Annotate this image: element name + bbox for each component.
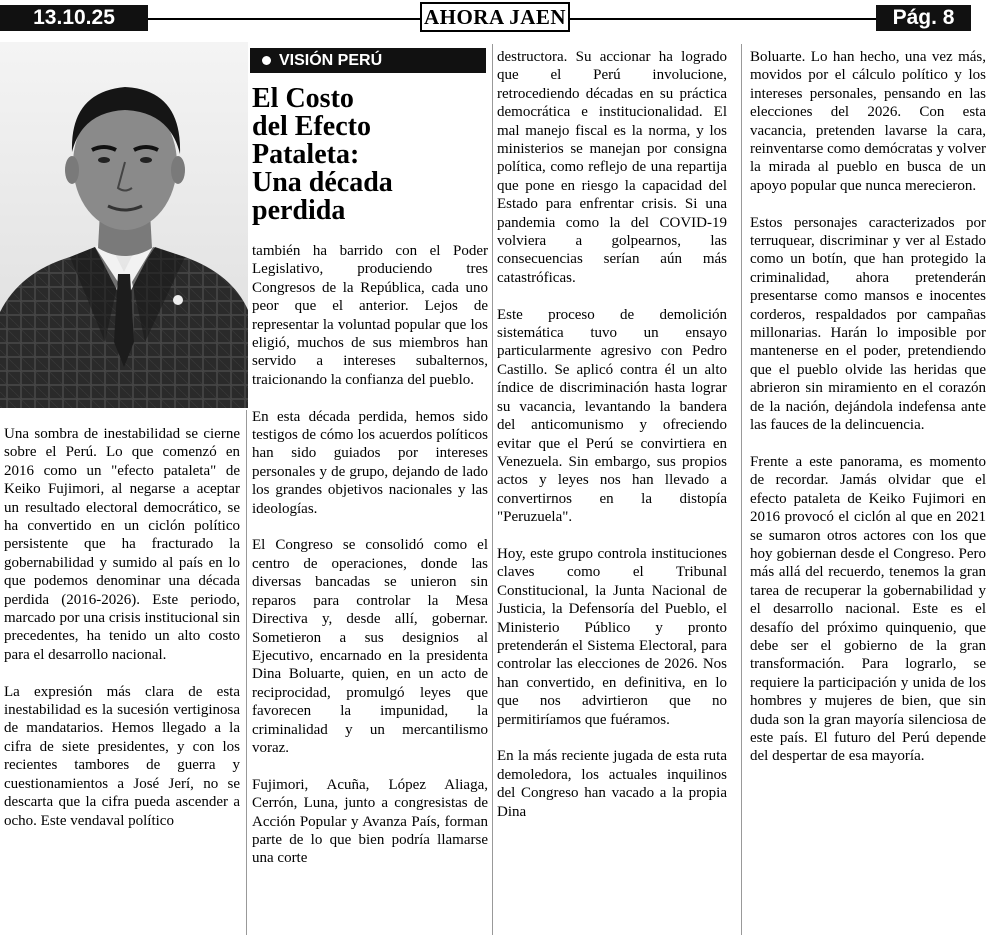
issue-date: 13.10.25 <box>0 5 148 31</box>
column-divider <box>246 410 247 935</box>
paragraph: El Congreso se consolidó como el centro de operaciones, donde las diversas bancadas se unieron sin reparos para controlar la Mesa Directiva y, desde allí, gobernar. Sometieron a sus designios al Ejecutivo, encarnado en la presidenta Dina Boluarte, quien, en un acto de reciprocidad, promulgó leyes que favorecen la impunidad, la criminalidad y un mercantilismo voraz. <box>252 537 488 756</box>
author-photo <box>0 42 248 408</box>
article-column-3 <box>497 48 727 821</box>
column-divider <box>741 44 742 935</box>
bullet-icon <box>262 56 271 65</box>
paragraph: destructora. Su accionar ha logrado que el Perú involucione, retrocediendo décadas en su práctica democrática e institucionalidad. El mal manejo fiscal es la norma, y los ministerios se manejan por consigna política, como reflejo de una repartija que pone en riesgo la capacidad del Estado para enfrentar crisis. Si una pandemia como la del COVID-19 volviera a golpearnos, las consecuencias serían aún más catastróficas. <box>497 49 727 286</box>
column-divider <box>492 44 493 935</box>
section-label <box>250 48 486 73</box>
header-rule-left <box>148 18 420 20</box>
headline-line: Una década <box>252 167 393 198</box>
paragraph: Frente a este panorama, es momento de recordar. Jamás olvidar que el efecto pataleta de Keiko Fujimori en 2016 provocó el ciclón al que en 2021 se sumaron otros actores con los que hoy gobiernan desde el Congreso. Pero más allá del recuerdo, tenemos la gran tarea de recuperar la gobernabilidad y el desarrollo nacional. Este es el desafío del próximo quinquenio, que debe ser el gobierno de la gran transformación. Para lograrlo, se requiere la participación y unida de los hombres y mujeres de bien, que sin duda son la gran mayoría silenciosa de este país. El futuro del Perú depende del despertar de esa mayoría. <box>750 453 986 765</box>
newspaper-name: AHORA JAEN <box>420 2 570 32</box>
headline-line: El Costo <box>252 83 354 114</box>
paragraph: La expresión más clara de esta inestabilidad es la sucesión vertiginosa de mandatarios. Hemos llegado a la cifra de siete presidentes, y con los recientes tambores de guerra y cuestionamientos a José Jerí, no se descarta que la cifra pueda ascender a ocho. Este vendaval político <box>4 683 240 829</box>
page-number: Pág. 8 <box>876 5 971 31</box>
headline <box>252 85 488 225</box>
header-rule-right <box>570 18 876 20</box>
headline-line: del Efecto <box>252 111 371 142</box>
paragraph: Estos personajes caracterizados por terruquear, discriminar y ver al Estado como un botín, que han protegido la criminalidad, ahora pretenderán presentarse como mansos e inocentes corderos, respaldados por campañas millonarias. Harán lo imposible por mantenerse en el poder, pretendiendo que el pueblo olvide las heridas que abrieron sin miramiento en el corazón de la nación, dejándola indefensa ante las fauces de la delincuencia. <box>750 214 986 434</box>
paragraph: Hoy, este grupo controla instituciones claves como el Tribunal Constitucional, la Junta Nacional de Justicia, la Defensoría del Pueblo, el Ministerio Público y pronto pretenderán el Sistema Electoral, para controlar las elecciones de 2026. Nos han convertido, en definitiva, en lo que nos advirtieron que no permitiríamos que fuéramos. <box>497 545 727 728</box>
paragraph: Este proceso de demolición sistemática tuvo un ensayo particularmente agresivo con Pedro Castillo. Se aplicó contra él un alto índice de discriminación hasta lograr su vacancia, levantando la bandera del anticomunismo y ofreciendo evitar que el Perú se convirtiera en Venezuela. Sin embargo, sus propios actos y leyes nos han llevado a convertirnos en la distopía "Peruzuela". <box>497 306 727 526</box>
section-label-text: VISIÓN PERÚ <box>279 52 383 69</box>
article-column-2 <box>252 242 488 868</box>
headline-line: perdida <box>252 195 346 226</box>
article-column-1 <box>4 425 240 830</box>
author-portrait-image <box>0 42 248 408</box>
headline-line: Pataleta: <box>252 139 360 170</box>
paragraph: Una sombra de inestabilidad se cierne sobre el Perú. Lo que comenzó en 2016 como un "efecto pataleta" de Keiko Fujimori, al negarse a aceptar un resultado electoral democrático, se ha convertido en un ciclón político persistente que ha fracturado la gobernabilidad y sumido al país en lo que podemos denominar una década perdida (2016-2026). Este periodo, marcado por una crisis institucional sin precedentes, ha tenido un alto costo para el desarrollo nacional. <box>4 426 240 663</box>
paragraph: En la más reciente jugada de esta ruta demoledora, los actuales inquilinos del Congreso han vacado a la propia Dina <box>497 748 727 820</box>
paragraph: Fujimori, Acuña, López Aliaga, Cerrón, Luna, junto a congresistas de Acción Popular y Avanza País, forman parte de lo que bien podría llamarse una corte <box>252 776 488 867</box>
article-column-4 <box>750 48 986 766</box>
paragraph: Boluarte. Lo han hecho, una vez más, movidos por el cálculo político y los intereses personales, pensando en las elecciones del 2026. Con esta vacancia, pretenden lavarse la cara, reinventarse como demócratas y volver la mirada al pueblo en busca de un apoyo popular que nunca merecieron. <box>750 49 986 194</box>
paragraph: también ha barrido con el Poder Legislativo, produciendo tres Congresos de la República, cada uno peor que el anterior. Lejos de representar la voluntad popular que los eligió, muchos de sus miembros han servido a intereses subalternos, traicionando la confianza del pueblo. <box>252 243 488 388</box>
paragraph: En esta década perdida, hemos sido testigos de cómo los acuerdos políticos han sido guiados por intereses personales y de grupo, dejando de lado los grandes objetivos nacionales y las ideologías. <box>252 408 488 517</box>
